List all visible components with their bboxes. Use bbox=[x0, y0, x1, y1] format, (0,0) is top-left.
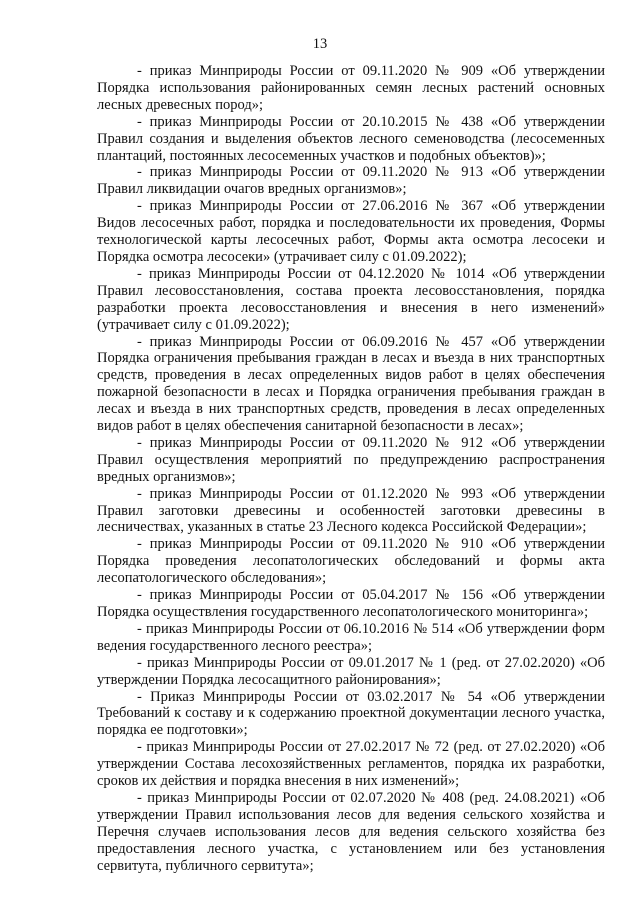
list-item: - приказ Минприроды России от 27.02.2017 № 72 (ред. от 27.02.2020) «Об утверждении Состава лесохозяйственных регламентов, порядка их разработки, сроков их действия и порядка внесения в них изменений»; bbox=[97, 739, 605, 790]
list-item: - приказ Минприроды России от 09.11.2020 № 910 «Об утверждении Порядка проведения лесопатологических обследований и формы акта лесопатологического обследования»; bbox=[97, 536, 605, 587]
list-item: - приказ Минприроды России от 09.11.2020 № 912 «Об утверждении Правил осуществления мероприятий по предупреждению распространения вредных организмов»; bbox=[97, 434, 605, 485]
list-item: - приказ Минприроды России от 06.09.2016 № 457 «Об утверждении Порядка ограничения пребывания граждан в лесах и въезда в них транспортных средств, проведения в лесах определенных видов работ в целях обеспечения пожарной безопасности в лесах и Порядка ограничения пребывания граждан в лесах и въезда в них транспортных средств, проведения в лесах определенных видов работ в целях обеспечения санитарной безопасности в лесах»; bbox=[97, 333, 605, 435]
list-item: - приказ Минприроды России от 09.01.2017 № 1 (ред. от 27.02.2020) «Об утверждении Порядка лесосащитного районирования»; bbox=[97, 654, 605, 688]
list-item: - приказ Минприроды России от 27.06.2016 № 367 «Об утверждении Видов лесосечных работ, порядка и последовательности их проведения, Формы технологической карты лесосечных работ, Формы акта осмотра лесосеки и Порядка осмотра лесосеки» (утрачивает силу с 01.09.2022); bbox=[97, 198, 605, 265]
document-body bbox=[97, 63, 605, 875]
list-item: - приказ Минприроды России от 20.10.2015 № 438 «Об утверждении Правил создания и выделения объектов лесного семеноводства (лесосеменных плантаций, постоянных лесосеменных участков и подобных объектов)»; bbox=[97, 113, 605, 164]
list-item: - приказ Минприроды России от 04.12.2020 № 1014 «Об утверждении Правил лесовосстановления, состава проекта лесовосстановления, порядка разработки проекта лесовосстановления и внесения в него изменений» (утрачивает силу с 01.09.2022); bbox=[97, 265, 605, 333]
list-item: - приказ Минприроды России от 02.07.2020 № 408 (ред. 24.08.2021) «Об утверждении Правил использования лесов для ведения сельского хозяйства и Перечня случаев использования лесов для ведения сельского хозяйства без предоставления лесного участка, с установлением или без установления сервитута, публичного сервитута»; bbox=[97, 789, 605, 874]
list-item: - приказ Минприроды России от 01.12.2020 № 993 «Об утверждении Правил заготовки древесины и особенностей заготовки древесины в лесничествах, указанных в статье 23 Лесного кодекса Российской Федерации»; bbox=[97, 485, 605, 536]
list-item: - приказ Минприроды России от 06.10.2016 № 514 «Об утверждении форм ведения государственного лесного реестра»; bbox=[97, 620, 605, 654]
list-item: - приказ Минприроды России от 09.11.2020 № 913 «Об утверждении Правил ликвидации очагов вредных организмов»; bbox=[97, 164, 605, 198]
list-item: - приказ Минприроды России от 09.11.2020 № 909 «Об утверждении Порядка использования районированных семян лесных растений основных лесных древесных пород»; bbox=[97, 63, 605, 113]
list-item: - Приказ Минприроды России от 03.02.2017 № 54 «Об утверждении Требований к составу и к содержанию проектной документации лесного участка, порядка ее подготовки»; bbox=[97, 688, 605, 739]
page-number: 13 bbox=[312, 36, 328, 52]
list-item: - приказ Минприроды России от 05.04.2017 № 156 «Об утверждении Порядка осуществления государственного лесопатологического мониторинга»; bbox=[97, 587, 605, 620]
